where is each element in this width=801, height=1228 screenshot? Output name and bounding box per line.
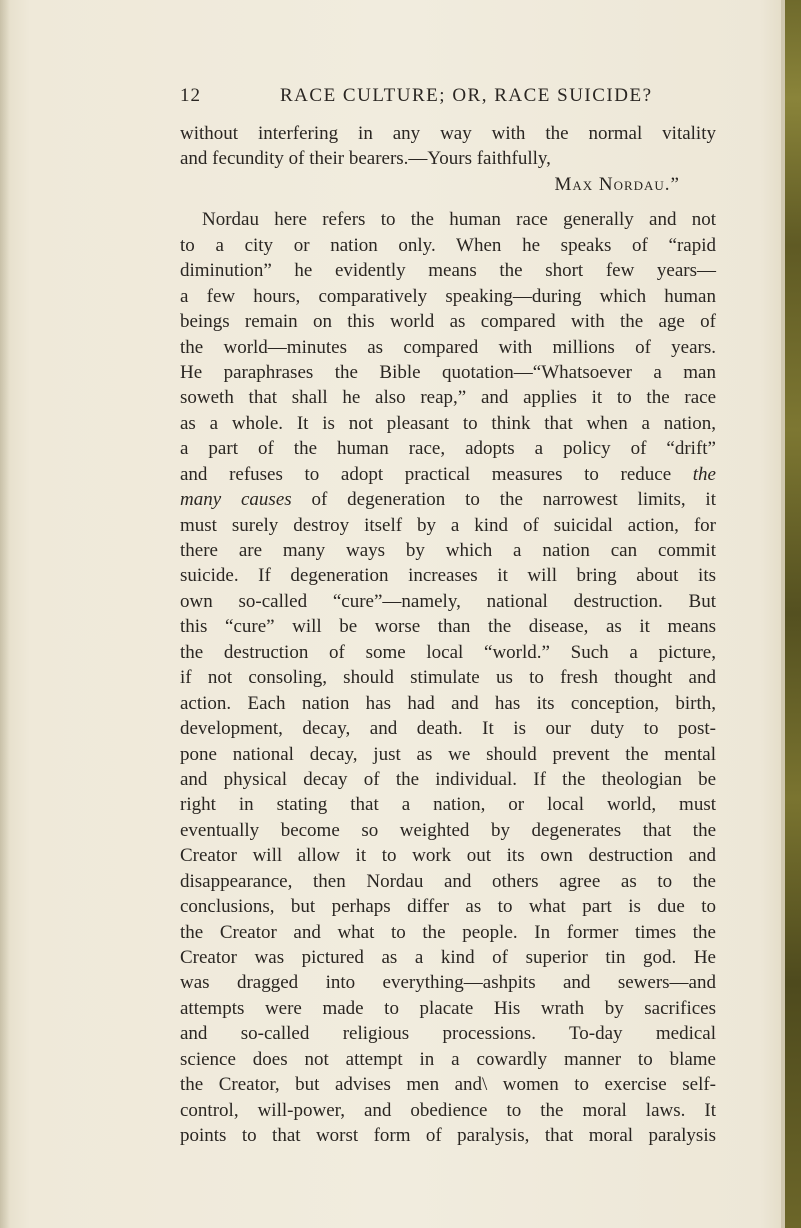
- text-line: to a city or nation only. When he speaks of “rapid: [180, 234, 716, 256]
- text-line: a few hours, comparatively speaking—during which human: [180, 285, 716, 307]
- text-line: and physical decay of the individual. If the theologian be: [180, 768, 716, 790]
- page-header: [180, 85, 740, 115]
- body-text: [180, 121, 716, 1149]
- text-line: points to that worst form of paralysis, that moral paralysis: [180, 1125, 716, 1147]
- text-line: must surely destroy itself by a kind of suicidal action, for: [180, 514, 716, 536]
- text-line: eventually become so weighted by degenerates that the: [180, 819, 716, 841]
- text-line: if not consoling, should stimulate us to fresh thought and: [180, 667, 716, 689]
- text-line: the world—minutes as compared with millions of years.: [180, 336, 716, 358]
- italic-text: the: [692, 463, 716, 485]
- text-line: the destruction of some local “world.” Such a picture,: [180, 641, 716, 663]
- text-line: soweth that shall he also reap,” and applies it to the race: [180, 387, 716, 409]
- text-line: science does not attempt in a cowardly manner to blame: [180, 1048, 716, 1070]
- italic-text: many causes: [180, 489, 292, 511]
- paragraph-spacer: [180, 197, 716, 207]
- text-line: and refuses to adopt practical measures to reduce the: [180, 463, 716, 485]
- text-line: as a whole. It is not pleasant to think that when a nation,: [180, 412, 716, 434]
- text-line: and so-called religious processions. To-day medical: [180, 1023, 716, 1045]
- text-line: right in stating that a nation, or local world, must: [180, 794, 716, 816]
- text-line: control, will-power, and obedience to the moral laws. It: [180, 1099, 716, 1121]
- text-line: pone national decay, just as we should prevent the mental: [180, 743, 716, 765]
- text-line: disappearance, then Nordau and others agree as to the: [180, 870, 716, 892]
- text-line: Creator was pictured as a kind of superior tin god. He: [180, 947, 716, 968]
- text-line: attempts were made to placate His wrath by sacrifices: [180, 997, 716, 1019]
- text-line: was dragged into everything—ashpits and sewers—and: [180, 972, 716, 994]
- text-line: development, decay, and death. It is our duty to post-: [180, 718, 716, 740]
- text-line: suicide. If degeneration increases it will bring about its: [180, 565, 716, 587]
- text-line: a part of the human race, adopts a policy of “drift”: [180, 438, 716, 460]
- running-title: RACE CULTURE; OR, RACE SUICIDE?: [280, 85, 653, 106]
- page-number: 12: [180, 85, 201, 106]
- text-line: without interfering in any way with the normal vitality: [180, 123, 716, 144]
- letter-signature: Max Nordau.”: [554, 173, 680, 195]
- text-line: own so-called “cure”—namely, national destruction. But: [180, 590, 716, 612]
- text-line: conclusions, but perhaps differ as to what part is due to: [180, 896, 716, 918]
- text-line: beings remain on this world as compared with the age of: [180, 311, 716, 333]
- text-line: diminution” he evidently means the short few years—: [180, 260, 716, 282]
- book-cover-edge: [785, 0, 801, 1228]
- text-line: the Creator, but advises men and\ women to exercise self-: [180, 1074, 716, 1096]
- text-line: and fecundity of their bearers.—Yours faithfully,: [180, 148, 551, 170]
- text-line: He paraphrases the Bible quotation—“Whatsoever a man: [180, 361, 716, 383]
- text-line: the Creator and what to the people. In former times the: [180, 921, 716, 943]
- text-line: action. Each nation has had and has its conception, birth,: [180, 692, 716, 714]
- page-gutter-shadow: [0, 0, 10, 1228]
- text-line: this “cure” will be worse than the disease, as it means: [180, 616, 716, 638]
- text-line: Creator will allow it to work out its own destruction and: [180, 845, 716, 867]
- text-line: Nordau here refers to the human race generally and not: [202, 209, 716, 231]
- text-line: many causes of degeneration to the narrowest limits, it: [180, 489, 716, 511]
- text-line: there are many ways by which a nation can commit: [180, 540, 716, 561]
